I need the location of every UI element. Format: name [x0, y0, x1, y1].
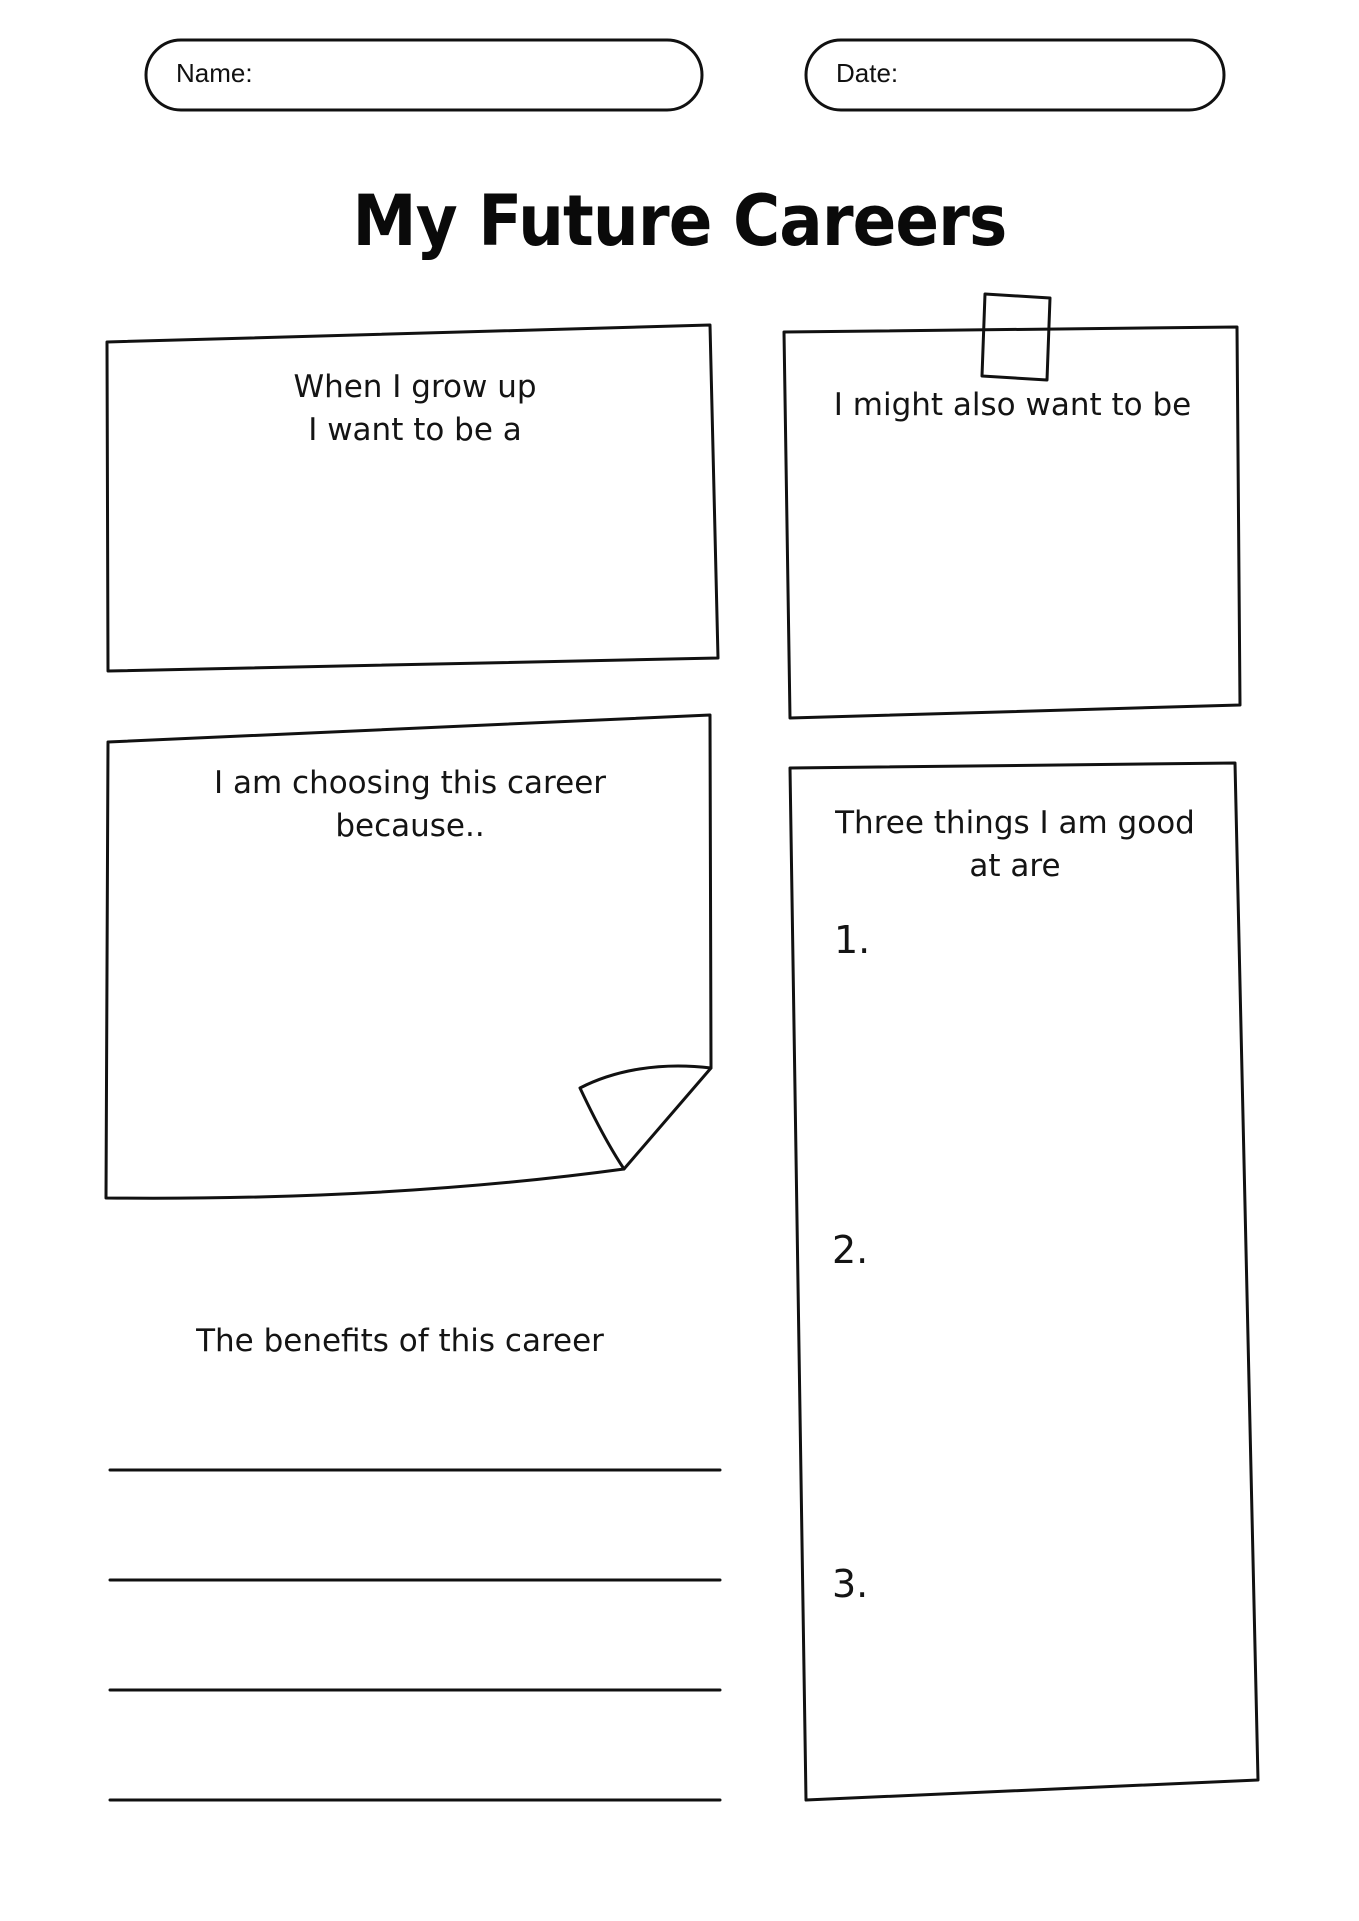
tape-decoration	[982, 294, 1050, 380]
good-at-item-2: 2.	[832, 1228, 869, 1272]
choosing-prompt	[150, 762, 670, 848]
good-at-item-3: 3.	[832, 1562, 869, 1606]
page-curl-decoration	[580, 1066, 711, 1169]
choosing-line-2: because..	[335, 808, 485, 844]
also-line-1: I might also want to be	[833, 387, 1192, 423]
date-label: Date:	[836, 58, 899, 88]
good-at-line-1: Three things I am good	[835, 805, 1195, 841]
page-title: My Future Careers	[352, 180, 1007, 262]
grow-up-prompt	[200, 366, 630, 452]
grow-up-line-2: I want to be a	[308, 412, 522, 448]
good-at-line-2: at are	[969, 848, 1061, 884]
choosing-line-1: I am choosing this career	[213, 765, 607, 801]
also-prompt	[800, 384, 1225, 427]
benefits-heading: The benefits of this career	[196, 1323, 604, 1359]
grow-up-line-1: When I grow up	[293, 369, 537, 405]
name-label: Name:	[176, 58, 253, 88]
good-at-item-1: 1.	[834, 918, 871, 962]
good-at-prompt	[805, 802, 1225, 888]
